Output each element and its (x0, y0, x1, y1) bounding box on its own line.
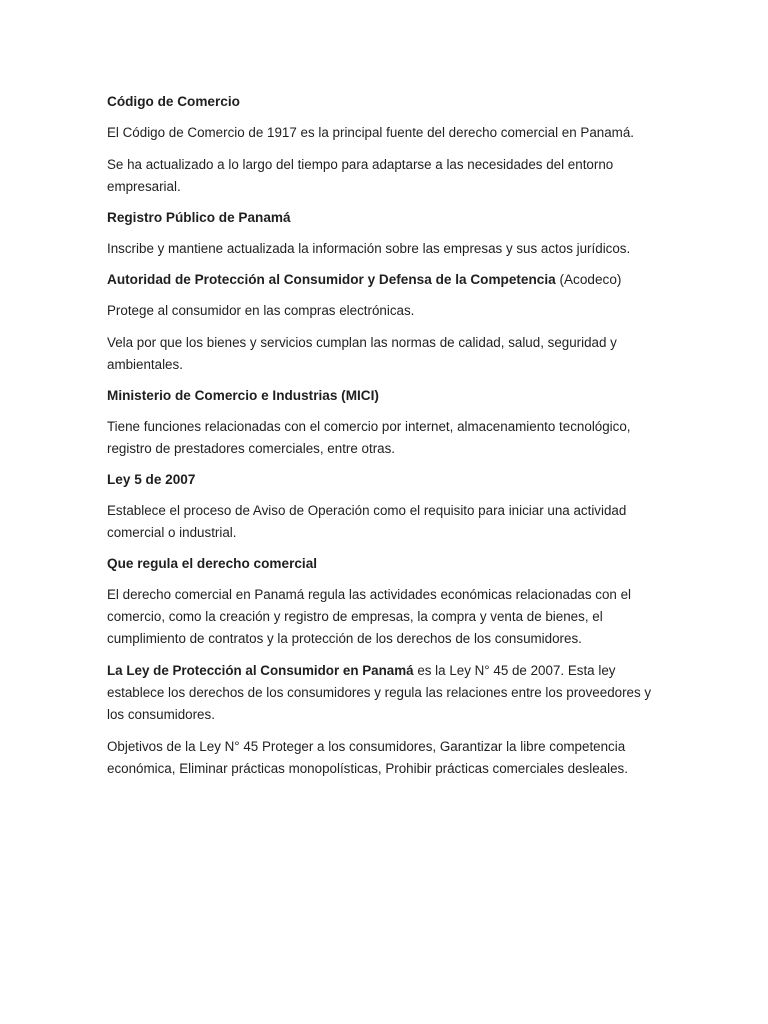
paragraph-mici-funciones: Tiene funciones relacionadas con el comercio por internet, almacenamiento tecnológico, registro de prestadores comerciales, entre otras. (107, 419, 631, 456)
paragraph-ley-proteccion-consumidor (107, 660, 667, 726)
section-heading-codigo-comercio: Código de Comercio (107, 94, 240, 109)
ley-proteccion-title: La Ley de Protección al Consumidor en Panamá (107, 663, 414, 678)
section-heading-que-regula: Que regula el derecho comercial (107, 556, 318, 571)
section-heading-ley-5-2007: Ley 5 de 2007 (107, 472, 196, 487)
paragraph-acodeco-vela: Vela por que los bienes y servicios cumplan las normas de calidad, salud, seguridad y ambientales. (107, 335, 617, 372)
paragraph-objetivos-ley-45: Objetivos de la Ley N° 45 Proteger a los consumidores, Garantizar la libre competencia económica, Eliminar prácticas monopolísticas, Prohibir prácticas comerciales desleales. (107, 739, 628, 776)
paragraph-codigo-actualizado: Se ha actualizado a lo largo del tiempo para adaptarse a las necesidades del entorno empresarial. (107, 157, 614, 194)
section-heading-registro-publico: Registro Público de Panamá (107, 210, 291, 225)
paragraph-que-regula: El derecho comercial en Panamá regula las actividades económicas relacionadas con el comercio, como la creación y registro de empresas, la compra y venta de bienes, el cumplimiento de contratos y la protección de los derechos de los consumidores. (107, 587, 632, 646)
section-heading-acodeco (107, 270, 667, 290)
paragraph-codigo-1917: El Código de Comercio de 1917 es la principal fuente del derecho comercial en Panamá. (107, 125, 635, 140)
section-heading-mici: Ministerio de Comercio e Industrias (MICI) (107, 388, 379, 403)
acodeco-abbreviation: (Acodeco) (555, 272, 622, 287)
ley-proteccion-description: es la Ley N° 45 de 2007. Esta ley establece los derechos de los consumidores y regula las relaciones entre los proveedores y los consumidores. (107, 663, 652, 722)
document-body (107, 92, 667, 790)
paragraph-registro-inscribe: Inscribe y mantiene actualizada la información sobre las empresas y sus actos jurídicos. (107, 241, 631, 256)
acodeco-heading-text: Autoridad de Protección al Consumidor y Defensa de la Competencia (107, 272, 556, 287)
paragraph-acodeco-protege: Protege al consumidor en las compras electrónicas. (107, 303, 415, 318)
paragraph-ley-5-aviso: Establece el proceso de Aviso de Operación como el requisito para iniciar una actividad comercial o industrial. (107, 503, 627, 540)
